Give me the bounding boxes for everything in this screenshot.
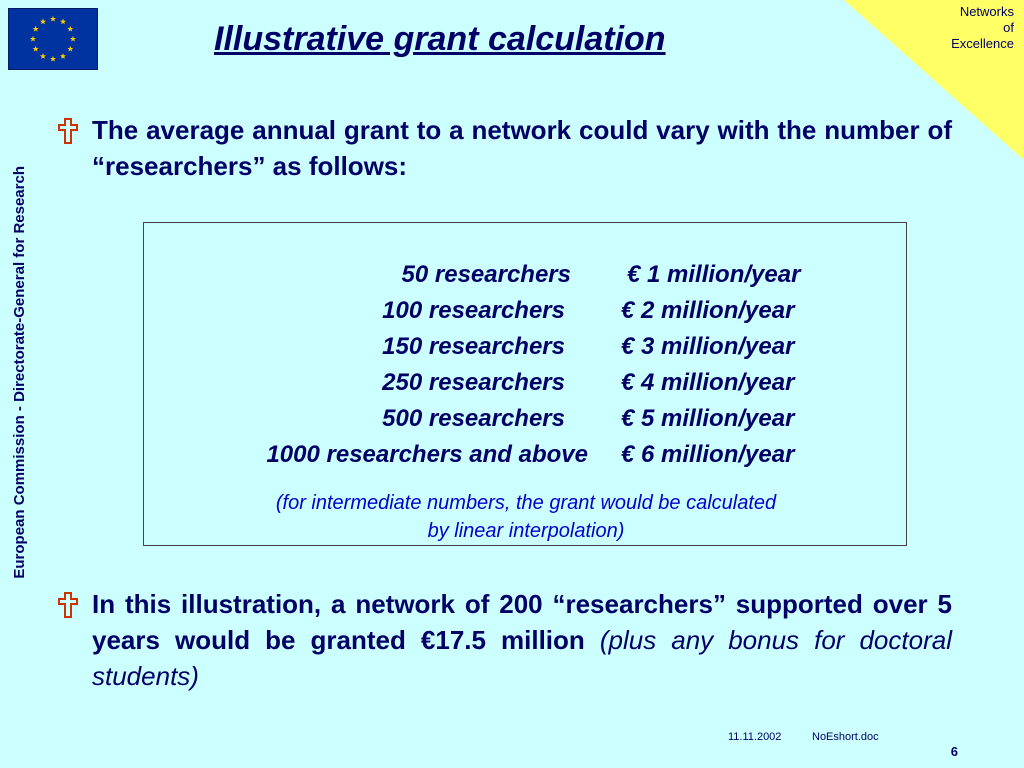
flag-star [33,26,39,32]
grant-row [144,297,908,333]
flag-star [33,46,39,52]
eu-flag-icon [8,8,98,70]
bullet-2-text [92,586,952,694]
grant-note [144,489,908,545]
footer-date: 11.11.2002 [728,731,782,743]
cross-outline-icon [58,592,78,618]
footer-document: NoEshort.doc [812,731,879,743]
sidebar-vertical-text: European Commission - Directorate-General for Research [10,165,28,579]
grant-row-amount: € 1 million/year [627,261,801,288]
sidebar [6,96,32,648]
flag-star [60,18,66,24]
flag-star [70,36,76,42]
grant-row-researchers: 1000 researchers and above [266,441,588,468]
page-number: 6 [950,744,958,759]
grant-row-amount: € 2 million/year [621,297,795,324]
grant-row-researchers: 50 researchers [401,261,571,288]
corner-label [951,4,1014,52]
corner-label-line-1: Networks [959,4,1014,19]
bullet-2-bold: In this illustration, a network of 200 “researchers” supported over 5 years would be granted €17.5 million [92,589,952,655]
corner-label-line-3: Excellence [951,36,1014,51]
flag-star [30,36,36,42]
corner-label-line-2: of [1003,20,1014,35]
page-title: Illustrative grant calculation [214,20,666,58]
grant-row-amount: € 5 million/year [621,405,795,432]
grant-row-researchers: 250 researchers [382,369,565,396]
grant-row-amount: € 4 million/year [621,369,795,396]
grant-row [144,441,908,477]
grant-row [144,333,908,369]
grant-row [144,261,908,297]
grant-row-amount: € 3 million/year [621,333,795,360]
grant-note-line-1: (for intermediate numbers, the grant would be calculated [275,492,777,514]
flag-star [67,26,73,32]
grant-note-line-2: by linear interpolation) [427,520,625,542]
flag-star [40,18,46,24]
flag-star [67,46,73,52]
flag-star [60,53,66,59]
grant-row [144,369,908,405]
grant-row-researchers: 150 researchers [382,333,565,360]
bullet-2-italic: (plus any bonus for doctoral students) [92,625,952,691]
grant-row [144,405,908,441]
bullet-1-text: The average annual grant to a network could vary with the number of “researchers” as follows: [92,115,952,181]
flag-star [50,16,56,22]
grant-row-researchers: 500 researchers [382,405,565,432]
grant-table [143,222,907,546]
grant-row-amount: € 6 million/year [621,441,795,468]
grant-row-researchers: 100 researchers [382,297,565,324]
flag-star [50,56,56,62]
flag-star [40,53,46,59]
cross-outline-icon [58,118,78,144]
